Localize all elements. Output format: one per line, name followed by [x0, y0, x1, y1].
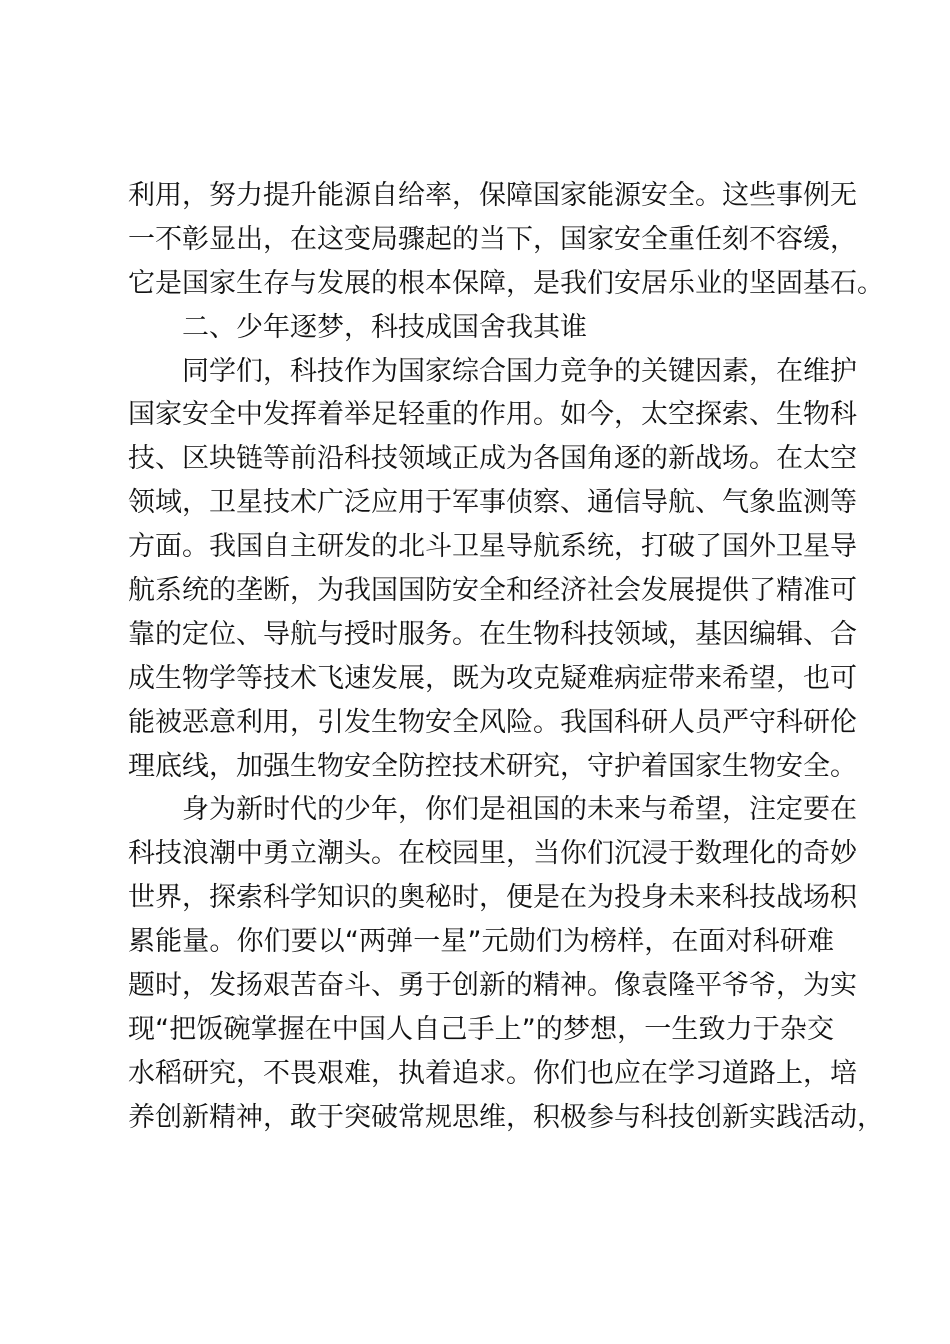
text-line: 世界，探索科学知识的奥秘时，便是在为投身未来科技战场积: [128, 882, 857, 914]
text-line: 能被恶意利用，引发生物安全风险。我国科研人员严守科研伦: [128, 706, 857, 738]
text-line: 理底线，加强生物安全防控技术研究，守护着国家生物安全。: [128, 750, 857, 782]
text-line: 航系统的垄断，为我国国防安全和经济社会发展提供了精准可: [128, 575, 857, 607]
text-line: 题时，发扬艰苦奋斗、勇于创新的精神。像袁隆平爷爷，为实: [128, 970, 857, 1002]
text-line: 靠的定位、导航与授时服务。在生物科技领域，基因编辑、合: [128, 618, 857, 650]
text-line: 同学们，科技作为国家综合国力竞争的关键因素，在维护: [182, 355, 857, 387]
text-line: 科技浪潮中勇立潮头。在校园里，当你们沉浸于数理化的奇妙: [128, 838, 857, 870]
text-line: 现“把饭碗掌握在中国人自己手上”的梦想，一生致力于杂交: [128, 1013, 834, 1045]
text-line: 方面。我国自主研发的北斗卫星导航系统，打破了国外卫星导: [128, 531, 857, 563]
text-line: 累能量。你们要以“两弹一星”元勋们为榜样，在面对科研难: [128, 926, 834, 958]
text-line: 领域，卫星技术广泛应用于军事侦察、通信导航、气象监测等: [128, 487, 857, 519]
text-line: 水稻研究，不畏艰难，执着追求。你们也应在学习道路上，培: [128, 1057, 857, 1089]
text-line: 身为新时代的少年，你们是祖国的未来与希望，注定要在: [182, 794, 857, 826]
text-line: 它是国家生存与发展的根本保障，是我们安居乐业的坚固基石。: [128, 267, 884, 299]
document-body: [128, 174, 884, 1140]
text-line: 利用，努力提升能源自给率，保障国家能源安全。这些事例无: [128, 180, 857, 211]
text-line: 成生物学等技术飞速发展，既为攻克疑难病症带来希望，也可: [128, 662, 857, 694]
text-line: 养创新精神，敢于突破常规思维，积极参与科技创新实践活动，: [128, 1101, 884, 1133]
text-line: 技、区块链等前沿科技领域正成为各国角逐的新战场。在太空: [128, 443, 857, 475]
text-line: 国家安全中发挥着举足轻重的作用。如今，太空探索、生物科: [128, 399, 857, 431]
text-line: 一不彰显出，在这变局骤起的当下，国家安全重任刻不容缓，: [128, 223, 857, 255]
section-heading: 二、少年逐梦，科技成国舍我其谁: [182, 311, 587, 343]
